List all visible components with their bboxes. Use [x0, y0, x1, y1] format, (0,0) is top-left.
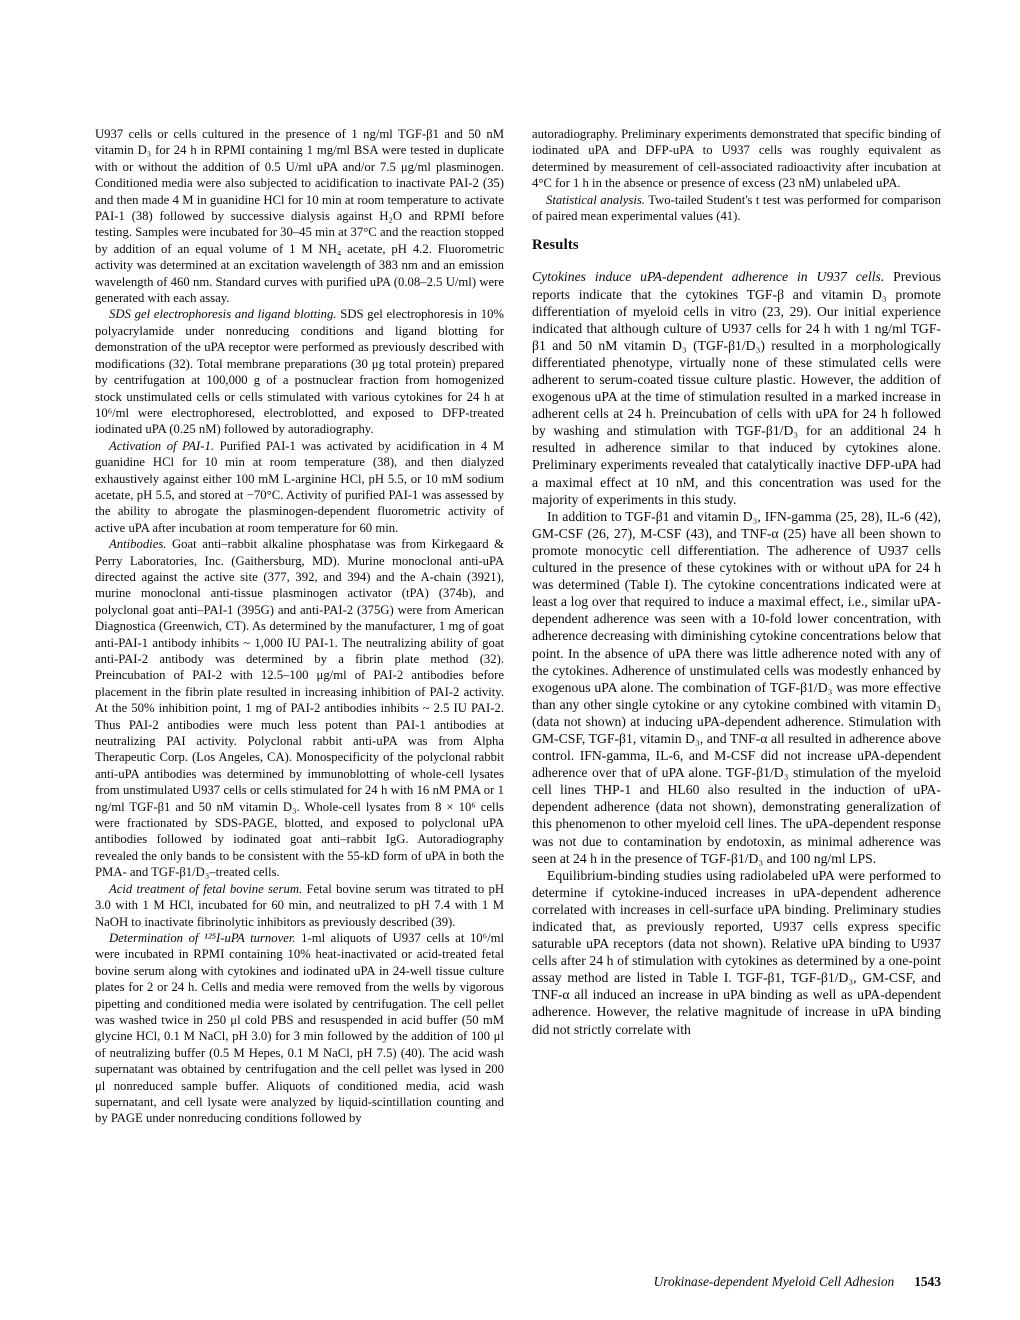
- paragraph-text: Two-tailed Student's t test was performed for comparison of paired mean experimental values (41).: [532, 192, 941, 224]
- right-column: [532, 126, 941, 1127]
- paragraph-text: Equilibrium-binding studies using radiolabeled uPA were performed to determine if cytokine-induced increases in uPA-dependent adherence correlated with increases in cell-surface uPA binding. Preliminary studies indicated that, as previously reported, U937 cells express specific saturable uPA receptors (data not shown). Relative uPA binding to U937 cells after 24 h of stimulation with cytokines as determined by a one-point assay method are listed in Table I. TGF-β1, TGF-β1/D₃, GM-CSF, and TNF-α all induced an increase in uPA binding as well as uPA-dependent adherence. However, the relative magnitude of increase in uPA binding did not strictly correlate with: [532, 867, 941, 1037]
- paragraph-text: SDS gel electrophoresis in 10% polyacrylamide under nonreducing conditions and ligand blotting for demonstration of the uPA receptor were performed as previously described with modifications (32). Total membrane preparations (30 μg total protein) prepared by centrifugation at 100,000 g of a postnuclear fraction from homogenized stock unstimulated cells or cells stimulated with various cytokines for 24 h at 10⁶/ml were electrophoresed, electroblotted, and exposed to DFP-treated iodinated uPA (0.25 nM) followed by autoradiography.: [95, 307, 504, 437]
- paragraph-text: Goat anti–rabbit alkaline phosphatase was from Kirkegaard & Perry Laboratories, Inc. (Gaithersburg, MD). Murine monoclonal anti-uPA directed against the active site (377, 392, and 394) and the A-chain (3921), murine monoclonal anti-tissue plasminogen activator (tPA) (374b), and polyclonal goat anti–PAI-1 (395G) and anti-PAI-2 (375G) were from American Diagnostica (Greenwich, CT). As determined by the manufacturer, 1 mg of goat anti-PAI-1 antibody inhibits ~ 1,000 IU PAI-1. The neutralizing ability of goat anti-PAI-2 antibody was determined by a fibrin plate method (32). Preincubation of PAI-2 with 12.5–100 μg/ml of PAI-2 antibodies before placement in the fibrin plate resulted in increasing inhibition of PAI-2 activity. At the 50% inhibition point, 1 mg of PAI-2 antibodies inhibits ~ 2.5 IU PAI-2. Thus PAI-2 antibodies were much less potent than PAI-1 antibodies at neutralizing PAI activity. Polyclonal rabbit anti-uPA was from Alpha Therapeutic Corp. (Los Angeles, CA). Monospecificity of the polyclonal rabbit anti-uPA antibodies was determined by immunoblotting of whole-cell lysates from unstimulated U937 cells or cells stimulated for 24 h with 16 nM PMA or 1 ng/ml TGF-β1 and 50 nM vitamin D₃. Whole-cell lysates from 8 × 10⁶ cells were fractionated by SDS-PAGE, blotted, and exposed to polyclonal uPA antibodies followed by iodinated goat anti–rabbit IgG. Autoradiography revealed the only bands to be consistent with the 55-kD form of uPA in both the PMA- and TGF-β1/D₃–treated cells.: [95, 537, 504, 880]
- paragraph-text: In addition to TGF-β1 and vitamin D₃, IFN-gamma (25, 28), IL-6 (42), GM-CSF (26, 27), M-CSF (43), and TNF-α (25) have all been shown to promote monocytic cell differentiation. The adherence of U937 cells cultured in the presence of these cytokines with or without uPA for 24 h was determined (Table I). The cytokine concentrations indicated were at least a log over that required to induce a maximal effect, i.e., similar uPA-dependent adherence was seen with a 10-fold lower concentration, with adherence decreasing with diminishing cytokine concentrations below that point. In the absence of uPA there was little adherence noted with any of the cytokines. Adherence of unstimulated cells was modestly enhanced by exogenous uPA alone. The combination of TGF-β1/D₃ was more effective than any other single cytokine or any cytokine combined with vitamin D₃ (data not shown) at inducing uPA-dependent adherence. Stimulation with GM-CSF, TGF-β1, vitamin D₃, and TNF-α all resulted in adherence above control. IFN-gamma, IL-6, and M-CSF did not increase uPA-dependent adherence over that of uPA alone. TGF-β1/D₃ stimulation of the myeloid cell lines THP-1 and HL60 also resulted in the induction of uPA-dependent adherence (data not shown), demonstrating generalization of this phenomenon to other myeloid cell lines. The uPA-dependent response was not due to contamination by endotoxin, as minimal adherence was seen at 24 h in the presence of TGF-β1/D₃ and 100 ng/ml LPS.: [532, 508, 941, 866]
- paragraph-lead: Acid treatment of fetal bovine serum.: [109, 881, 303, 896]
- left-column: [95, 126, 504, 1127]
- two-column-text: [95, 126, 941, 1127]
- methods-paragraph: [95, 438, 504, 536]
- results-paragraph: [532, 508, 941, 867]
- paragraph-text: U937 cells or cells cultured in the presence of 1 ng/ml TGF-β1 and 50 nM vitamin D₃ for 24 h in RPMI containing 1 mg/ml BSA were tested in duplicate with or without the addition of 0.5 U/ml uPA and/or 7.5 μg/ml plasminogen. Conditioned media were also subjected to acidification to inactivate PAI-2 (35) and then made 4 M in guanidine HCl for 10 min at room temperature to activate PAI-1 (38) followed by successive dialysis against H₂O and RPMI before testing. Samples were incubated for 30–45 min at 37°C and the reaction stopped by addition of an equal volume of 1 M NH₄ acetate, pH 4.2. Fluorometric activity was determined at an excitation wavelength of 383 nm and an emission wavelength of 460 nm. Standard curves with purified uPA (0.08–2.5 U/ml) were generated with each assay.: [95, 127, 504, 306]
- running-title: Urokinase-dependent Myeloid Cell Adhesion: [653, 1274, 895, 1289]
- methods-continuation: [532, 126, 941, 224]
- paragraph-text: autoradiography. Preliminary experiments demonstrated that specific binding of iodinated uPA and DFP-uPA to U937 cells was roughly equivalent as determined by measurement of cell-associated radioactivity after incubation at 4°C for 1 h in the absence or presence of excess (23 nM) unlabeled uPA.: [532, 127, 941, 191]
- methods-paragraph: [95, 881, 504, 930]
- paragraph-text: 1-ml aliquots of U937 cells at 10⁶/ml were incubated in RPMI containing 10% heat-inactivated or acid-treated fetal bovine serum along with cytokines and iodinated uPA in 24-well tissue culture plates for 2 or 24 h. Cells and media were removed from the wells by vigorous pipetting and conditioned media were isolated by centrifugation. The cell pellet was washed twice in 250 μl cold PBS and resuspended in acid buffer (50 mM glycine HCl, 0.1 M NaCl, pH 3.0) for 3 min followed by the addition of 100 μl of neutralizing buffer (0.5 M Hepes, 0.1 M NaCl, pH 7.5) (40). The acid wash supernatant was obtained by centrifugation and the cell pellet was lysed in 200 μl nonreduced sample buffer. Aliquots of conditioned media, acid wash supernatant, and cell lysate were analyzed by liquid-scintillation counting and by PAGE under nonreducing conditions followed by: [95, 930, 504, 1126]
- methods-paragraph: [532, 192, 941, 225]
- methods-paragraph: [95, 306, 504, 437]
- methods-paragraph: [95, 126, 504, 306]
- page-footer: [654, 1274, 941, 1290]
- results-paragraph: [532, 268, 941, 507]
- methods-paragraph: [95, 930, 504, 1127]
- page-number: 1543: [914, 1274, 941, 1289]
- paragraph-lead: Activation of PAI-1.: [109, 438, 214, 453]
- paragraph-lead: Antibodies.: [109, 537, 167, 552]
- paragraph-lead: Statistical analysis.: [546, 192, 645, 207]
- methods-paragraph: [95, 536, 504, 881]
- results-heading: Results: [532, 237, 579, 254]
- results-section: [532, 268, 941, 1037]
- paragraph-lead: Determination of ¹²⁵I-uPA turnover.: [109, 930, 296, 945]
- paragraph-lead: SDS gel electrophoresis and ligand blotting.: [109, 307, 337, 322]
- paragraph-text: Purified PAI-1 was activated by acidification in 4 M guanidine HCl for 10 min at room temperature (38), and then dialyzed exhaustively against either 100 mM L-arginine HCl, pH 5.5, or 10 mM sodium acetate, pH 5.5, and stored at −70°C. Activity of purified PAI-1 was assessed by the ability to abrogate the plasminogen-dependent fluorometric activity of active uPA after incubation at room temperature for 60 min.: [95, 438, 504, 535]
- paragraph-text: Previous reports indicate that the cytokines TGF-β and vitamin D₃ promote differentiation of myeloid cells in vitro (23, 29). Our initial experience indicated that although culture of U937 cells for 24 h with 1 ng/ml TGF-β1 and 50 nM vitamin D₃ (TGF-β1/D₃) resulted in a morphologically differentiated phenotype, virtually none of these stimulated cells were adherent to serum-coated tissue culture plastic. However, the addition of exogenous uPA at the time of stimulation resulted in a marked increase in adherent cells at 24 h. Preincubation of cells with uPA for 24 h followed by washing and stimulation with TGF-β1/D₃ for an additional 24 h resulted in adherence similar to that induced by cytokines alone. Preliminary experiments revealed that catalytically inactive DFP-uPA had a maximal effect at 10 nM, and this concentration was used for the majority of experiments in this study.: [532, 269, 942, 507]
- paragraph-text: Fetal bovine serum was titrated to pH 3.0 with 1 M HCl, incubated for 60 min, and neutralized to pH 7.4 with 1 M NaOH to inactivate fibrinolytic inhibitors as previously described (39).: [95, 881, 504, 929]
- results-paragraph: [532, 867, 941, 1038]
- paragraph-lead: Cytokines induce uPA-dependent adherence in U937 cells.: [532, 269, 885, 285]
- methods-paragraph: [532, 126, 941, 192]
